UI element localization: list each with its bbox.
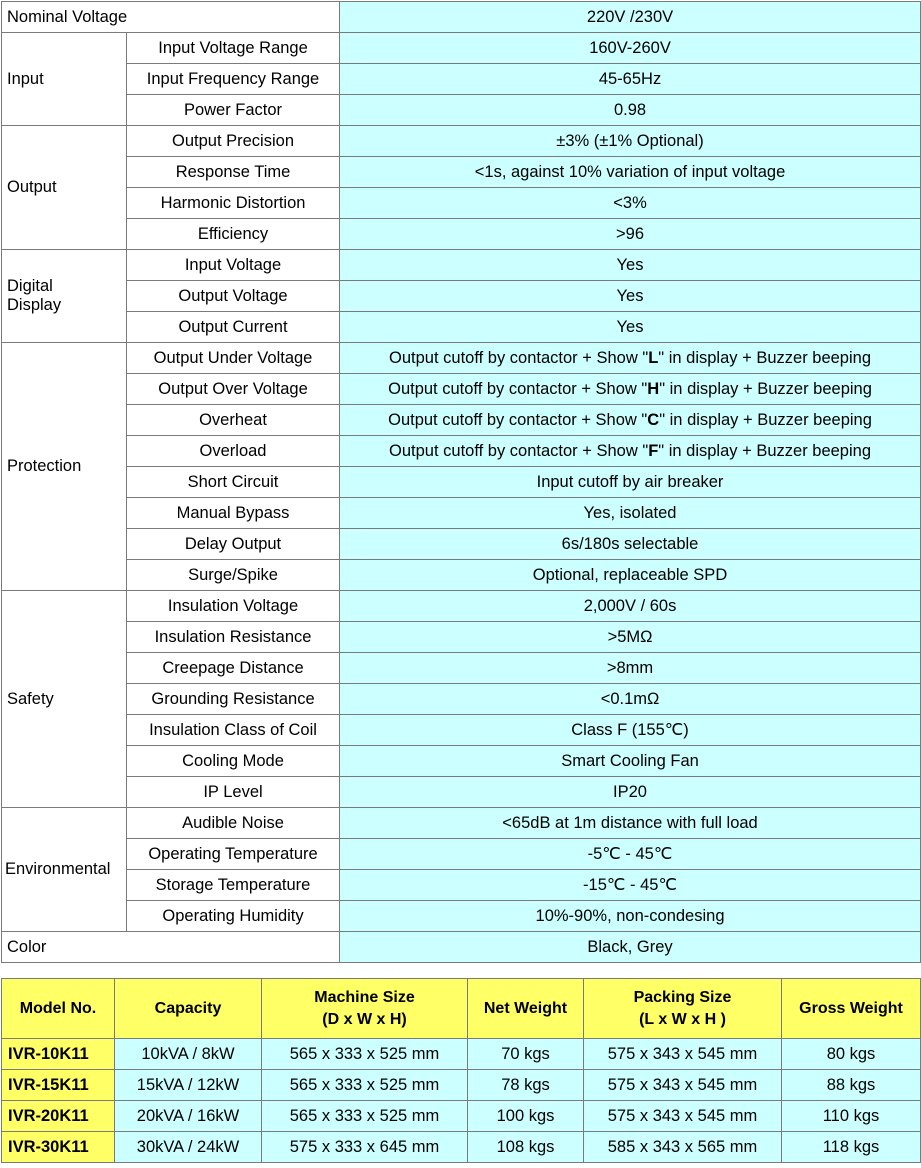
spec-item-value: <3%: [340, 188, 921, 219]
model-machine-size: 565 x 333 x 525 mm: [262, 1070, 468, 1101]
spec-row: [2, 746, 921, 777]
model-net-weight: 70 kgs: [468, 1039, 584, 1070]
spec-row: [2, 95, 921, 126]
color-value: Black, Grey: [340, 932, 921, 963]
spec-item-value: >5MΩ: [340, 622, 921, 653]
spec-item-name: Audible Noise: [127, 808, 340, 839]
spec-row: [2, 591, 921, 622]
spec-item-value: -15℃ - 45℃: [340, 870, 921, 901]
model-packing-size: 575 x 343 x 545 mm: [584, 1070, 782, 1101]
spec-item-name: Output Under Voltage: [127, 343, 340, 374]
model-net-weight: 78 kgs: [468, 1070, 584, 1101]
nominal-voltage-value: 220V /230V: [340, 2, 921, 33]
spec-item-value: Yes: [340, 281, 921, 312]
header-line: Packing Size: [633, 988, 732, 1006]
protection-prefix: Output cutoff by contactor + Show ": [389, 348, 649, 367]
header-line: Machine Size: [314, 988, 415, 1006]
protection-prefix: Output cutoff by contactor + Show ": [388, 379, 648, 398]
model-row: [2, 1101, 921, 1132]
display-code: L: [648, 348, 659, 367]
spec-item-value: <1s, against 10% variation of input voltage: [340, 157, 921, 188]
model-capacity: 20kVA / 16kW: [115, 1101, 262, 1132]
model-packing-size: 585 x 343 x 565 mm: [584, 1132, 782, 1163]
spec-item-name: Storage Temperature: [127, 870, 340, 901]
spec-item-name: Creepage Distance: [127, 653, 340, 684]
spec-item-name: Output Precision: [127, 126, 340, 157]
model-gross-weight: 80 kgs: [782, 1039, 921, 1070]
protection-suffix: " in display + Buzzer beeping: [658, 348, 871, 367]
display-code: C: [647, 410, 660, 429]
model-number: IVR-20K11: [2, 1101, 115, 1132]
specification-table: [1, 1, 921, 963]
spec-row: [2, 932, 921, 963]
input-category: Input: [2, 33, 127, 126]
display-code: F: [648, 441, 659, 460]
model-header-row: [2, 979, 921, 1039]
display-code: H: [647, 379, 660, 398]
model-packing-size: 575 x 343 x 545 mm: [584, 1101, 782, 1132]
spec-item-value: Optional, replaceable SPD: [340, 560, 921, 591]
spec-item-value: 2,000V / 60s: [340, 591, 921, 622]
spec-row: [2, 467, 921, 498]
capacity-header: Capacity: [115, 979, 262, 1039]
spec-item-name: IP Level: [127, 777, 340, 808]
model-capacity: 15kVA / 12kW: [115, 1070, 262, 1101]
model-net-weight: 108 kgs: [468, 1132, 584, 1163]
spec-item-name: Insulation Voltage: [127, 591, 340, 622]
spec-row: [2, 2, 921, 33]
spec-row: [2, 715, 921, 746]
spec-item-value: [340, 405, 921, 436]
spec-item-name: Overload: [127, 436, 340, 467]
spec-item-value: >8mm: [340, 653, 921, 684]
spec-row: [2, 126, 921, 157]
spec-item-name: Short Circuit: [127, 467, 340, 498]
protection-prefix: Output cutoff by contactor + Show ": [389, 441, 649, 460]
color-label: Color: [2, 932, 340, 963]
spec-row: [2, 498, 921, 529]
spec-item-name: Harmonic Distortion: [127, 188, 340, 219]
spec-item-name: Delay Output: [127, 529, 340, 560]
spec-item-name: Operating Temperature: [127, 839, 340, 870]
spec-item-name: Output Voltage: [127, 281, 340, 312]
spec-item-value: [340, 436, 921, 467]
spec-item-value: 45-65Hz: [340, 64, 921, 95]
model-gross-weight: 110 kgs: [782, 1101, 921, 1132]
spec-item-value: >96: [340, 219, 921, 250]
header-line: (D x W x H): [322, 1010, 407, 1028]
protection-suffix: " in display + Buzzer beeping: [658, 441, 871, 460]
spec-item-value: <0.1mΩ: [340, 684, 921, 715]
spec-item-value: 6s/180s selectable: [340, 529, 921, 560]
spec-item-value: 10%-90%, non-condesing: [340, 901, 921, 932]
spec-item-value: Class F (155℃): [340, 715, 921, 746]
spec-row: [2, 436, 921, 467]
model-number: IVR-10K11: [2, 1039, 115, 1070]
protection-suffix: " in display + Buzzer beeping: [659, 410, 872, 429]
spec-row: [2, 250, 921, 281]
spec-item-value: <65dB at 1m distance with full load: [340, 808, 921, 839]
model-number: IVR-15K11: [2, 1070, 115, 1101]
model-gross-weight: 118 kgs: [782, 1132, 921, 1163]
model-number: IVR-30K11: [2, 1132, 115, 1163]
spec-row: [2, 157, 921, 188]
spec-item-value: IP20: [340, 777, 921, 808]
spec-row: [2, 529, 921, 560]
spec-row: [2, 219, 921, 250]
digital-display-category: [2, 250, 127, 343]
spec-item-name: Cooling Mode: [127, 746, 340, 777]
model-capacity: 30kVA / 24kW: [115, 1132, 262, 1163]
spec-row: [2, 188, 921, 219]
spec-item-name: Manual Bypass: [127, 498, 340, 529]
spec-item-name: Insulation Class of Coil: [127, 715, 340, 746]
spec-item-value: [340, 343, 921, 374]
spec-row: [2, 374, 921, 405]
model-row: [2, 1132, 921, 1163]
spec-item-value: [340, 374, 921, 405]
nominal-voltage-label: Nominal Voltage: [2, 2, 340, 33]
spec-item-name: Input Frequency Range: [127, 64, 340, 95]
spec-row: [2, 653, 921, 684]
spec-row: [2, 281, 921, 312]
spec-row: [2, 777, 921, 808]
spec-item-name: Efficiency: [127, 219, 340, 250]
spec-row: [2, 343, 921, 374]
spec-row: [2, 839, 921, 870]
header-line: (L x W x H ): [639, 1010, 726, 1028]
spec-item-name: Grounding Resistance: [127, 684, 340, 715]
category-label-line: Display: [7, 296, 62, 314]
spec-item-value: Yes: [340, 250, 921, 281]
net-weight-header: Net Weight: [468, 979, 584, 1039]
model-row: [2, 1070, 921, 1101]
model-packing-size: 575 x 343 x 545 mm: [584, 1039, 782, 1070]
model-net-weight: 100 kgs: [468, 1101, 584, 1132]
spec-item-name: Output Current: [127, 312, 340, 343]
model-gross-weight: 88 kgs: [782, 1070, 921, 1101]
spec-item-name: Overheat: [127, 405, 340, 436]
spec-row: [2, 560, 921, 591]
spec-row: [2, 870, 921, 901]
spec-item-value: -5℃ - 45℃: [340, 839, 921, 870]
spec-row: [2, 808, 921, 839]
spec-item-value: 160V-260V: [340, 33, 921, 64]
protection-category: Protection: [2, 343, 127, 591]
spec-item-value: Input cutoff by air breaker: [340, 467, 921, 498]
spec-item-name: Insulation Resistance: [127, 622, 340, 653]
environmental-category: Environmental: [2, 808, 127, 932]
category-label-line: Digital: [7, 277, 53, 295]
output-category: Output: [2, 126, 127, 250]
protection-suffix: " in display + Buzzer beeping: [659, 379, 872, 398]
spec-item-name: Output Over Voltage: [127, 374, 340, 405]
spec-row: [2, 901, 921, 932]
spec-row: [2, 684, 921, 715]
spec-item-name: Input Voltage Range: [127, 33, 340, 64]
model-header: Model No.: [2, 979, 115, 1039]
spec-item-name: Input Voltage: [127, 250, 340, 281]
spec-item-name: Surge/Spike: [127, 560, 340, 591]
gross-weight-header: Gross Weight: [782, 979, 921, 1039]
model-capacity: 10kVA / 8kW: [115, 1039, 262, 1070]
spec-item-value: Yes: [340, 312, 921, 343]
spec-item-value: Smart Cooling Fan: [340, 746, 921, 777]
machine-size-header: [262, 979, 468, 1039]
model-table: [1, 978, 921, 1163]
protection-prefix: Output cutoff by contactor + Show ": [388, 410, 648, 429]
spec-item-value: Yes, isolated: [340, 498, 921, 529]
packing-size-header: [584, 979, 782, 1039]
spec-row: [2, 33, 921, 64]
spec-item-value: 0.98: [340, 95, 921, 126]
model-machine-size: 565 x 333 x 525 mm: [262, 1101, 468, 1132]
spec-row: [2, 405, 921, 436]
model-machine-size: 565 x 333 x 525 mm: [262, 1039, 468, 1070]
spec-item-name: Operating Humidity: [127, 901, 340, 932]
model-machine-size: 575 x 333 x 645 mm: [262, 1132, 468, 1163]
spec-row: [2, 64, 921, 95]
spec-item-value: ±3% (±1% Optional): [340, 126, 921, 157]
safety-category: Safety: [2, 591, 127, 808]
spec-row: [2, 312, 921, 343]
model-row: [2, 1039, 921, 1070]
spec-item-name: Power Factor: [127, 95, 340, 126]
spec-row: [2, 622, 921, 653]
spec-item-name: Response Time: [127, 157, 340, 188]
